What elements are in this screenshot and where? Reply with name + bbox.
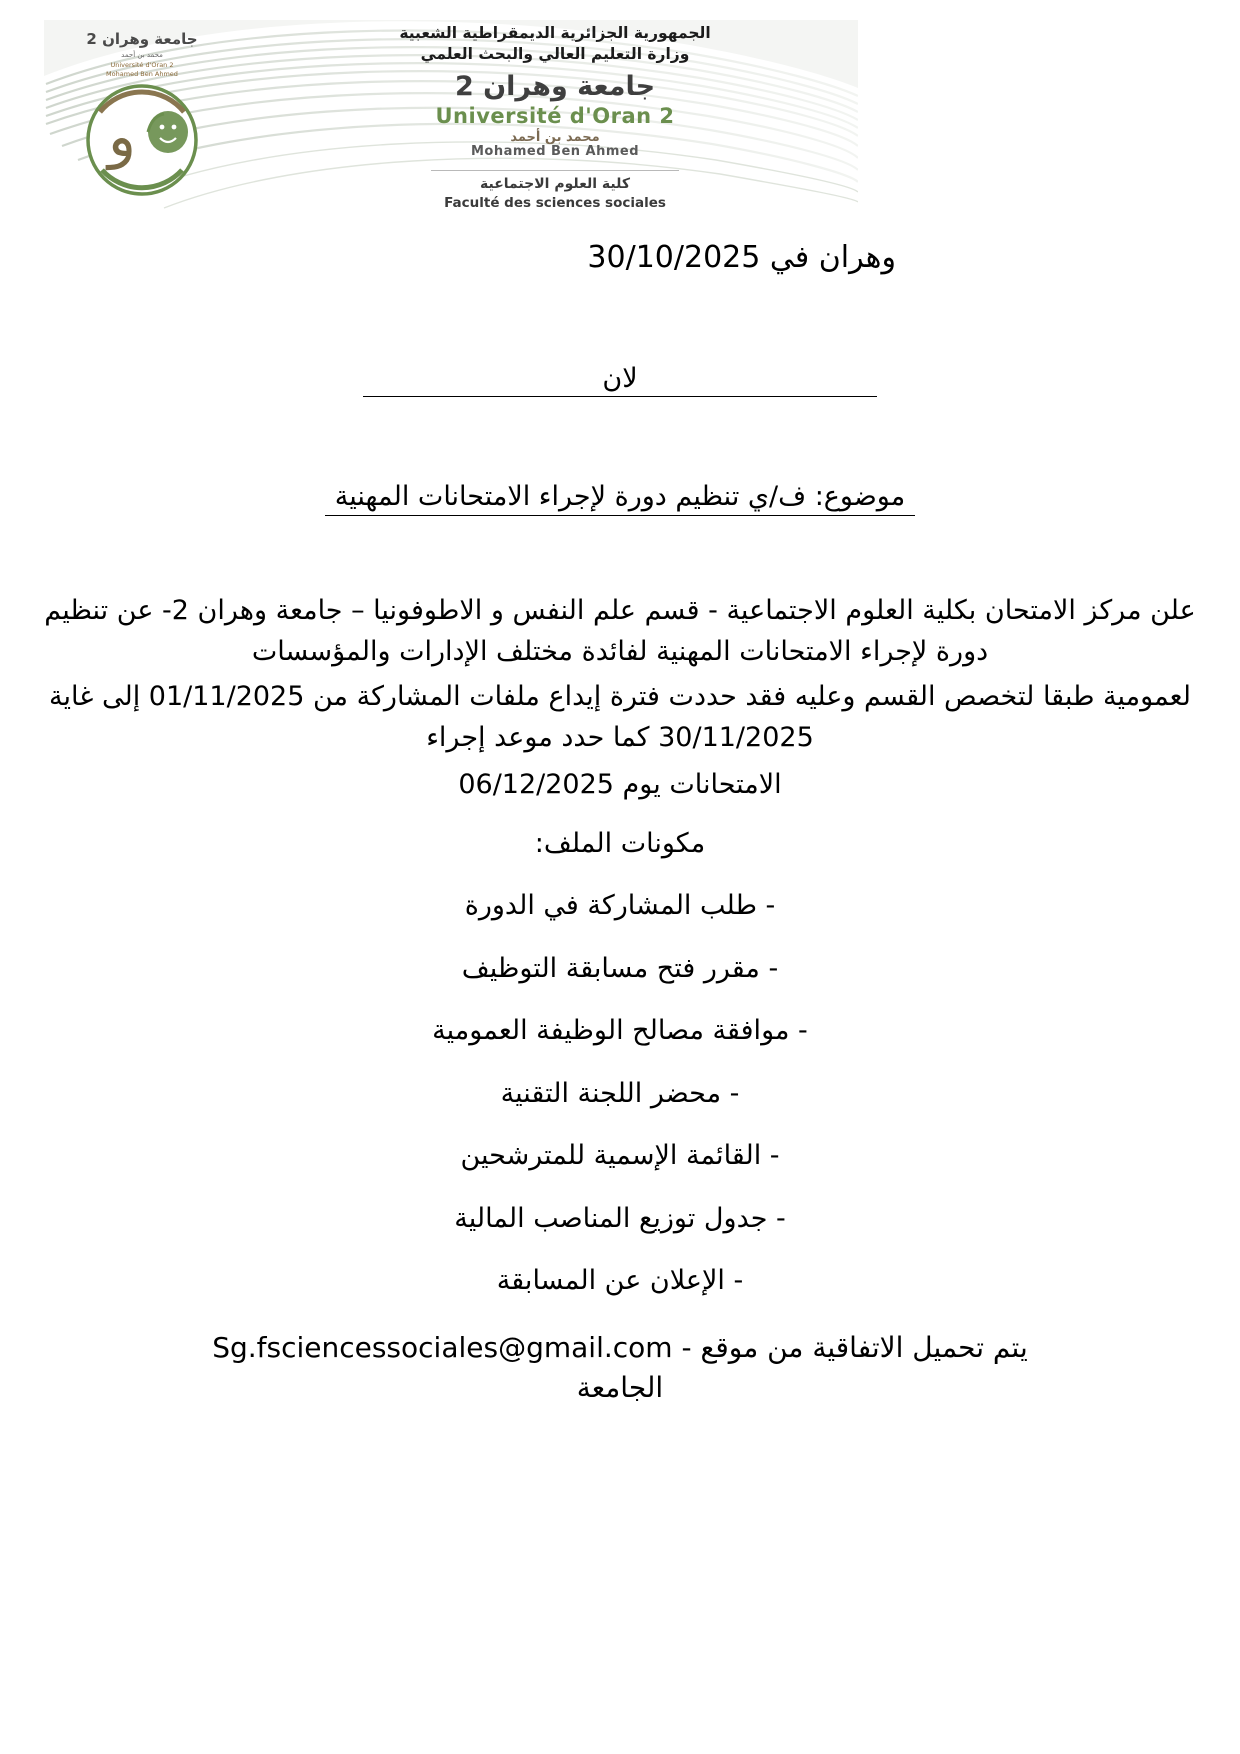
contact-email: Sg.fsciencessociales@gmail.com [212, 1330, 673, 1364]
list-item: - طلب المشاركة في الدورة [464, 890, 776, 922]
svg-text:محمد بن أحمد: محمد بن أحمد [121, 51, 163, 59]
svg-text:Université d'Oran 2: Université d'Oran 2 [110, 61, 174, 69]
recipient-label: لان [363, 363, 877, 397]
list-item: - محضر اللجنة التقنية [500, 1077, 740, 1109]
faculty-name-fr: Faculté des sciences sociales [444, 194, 666, 211]
subject-line [44, 481, 1196, 516]
university-name-fr: Université d'Oran 2 [435, 103, 675, 128]
university-logo [44, 28, 240, 208]
subject-text: موضوع: ف/ي تنظيم دورة لإجراء الامتحانات المهنية [325, 481, 915, 516]
recipient-line [44, 363, 1196, 397]
file-components-label: مكونات الملف: [534, 828, 706, 860]
letterhead [44, 18, 858, 218]
university-subname-ar: محمد بن أحمد [510, 129, 600, 145]
svg-text:و: و [107, 102, 137, 170]
country-line: الجمهورية الجزائرية الديمقراطية الشعبية [399, 23, 711, 42]
list-item: - الإعلان عن المسابقة [496, 1265, 744, 1297]
paragraph-1: علن مركز الامتحان بكلية العلوم الاجتماعية - قسم علم النفس و الاطوفونيا – جامعة وهران 2- عن تنظيم دورة لإجراء الامتحانات المهنية لفائدة مختلف الإدارات والمؤسسات [44, 595, 1196, 668]
faculty-name-ar: كلية العلوم الاجتماعية [480, 176, 630, 193]
ministry-line: وزارة التعليم العالي والبحث العلمي [420, 44, 690, 63]
footer-note-prefix: يتم تحميل الاتفاقية من موقع - [681, 1330, 1028, 1364]
list-item: - موافقة مصالح الوظيفة العمومية [432, 1015, 808, 1047]
list-item: - جدول توزيع المناصب المالية [454, 1202, 786, 1234]
document-body [44, 232, 1196, 1409]
list-item: - القائمة الإسمية للمترشحين [460, 1140, 780, 1172]
university-subname-fr: Mohamed Ben Ahmed [470, 144, 640, 160]
svg-text:Mohamed Ben Ahmed: Mohamed Ben Ahmed [106, 70, 178, 78]
footer-note [44, 1328, 1196, 1409]
svg-text:جامعة وهران 2: جامعة وهران 2 [86, 30, 198, 48]
footer-note-suffix: الجامعة [576, 1371, 664, 1405]
date-line: وهران في 30/10/2025 [587, 240, 896, 275]
letterhead-text [248, 24, 858, 213]
paragraph-2: لعمومية طبقا لتخصص القسم وعليه فقد حددت فترة إيداع ملفات المشاركة من 01/11/2025 إلى غاية 30/11/2025 كما حدد موعد إجراء [49, 681, 1191, 754]
paragraph-3: الامتحانات يوم 06/12/2025 [458, 769, 782, 801]
list-item: - مقرر فتح مسابقة التوظيف [461, 952, 779, 984]
letterhead-divider [431, 170, 679, 171]
university-name-ar: جامعة وهران 2 [454, 71, 656, 103]
university-logo-svg [44, 28, 240, 208]
